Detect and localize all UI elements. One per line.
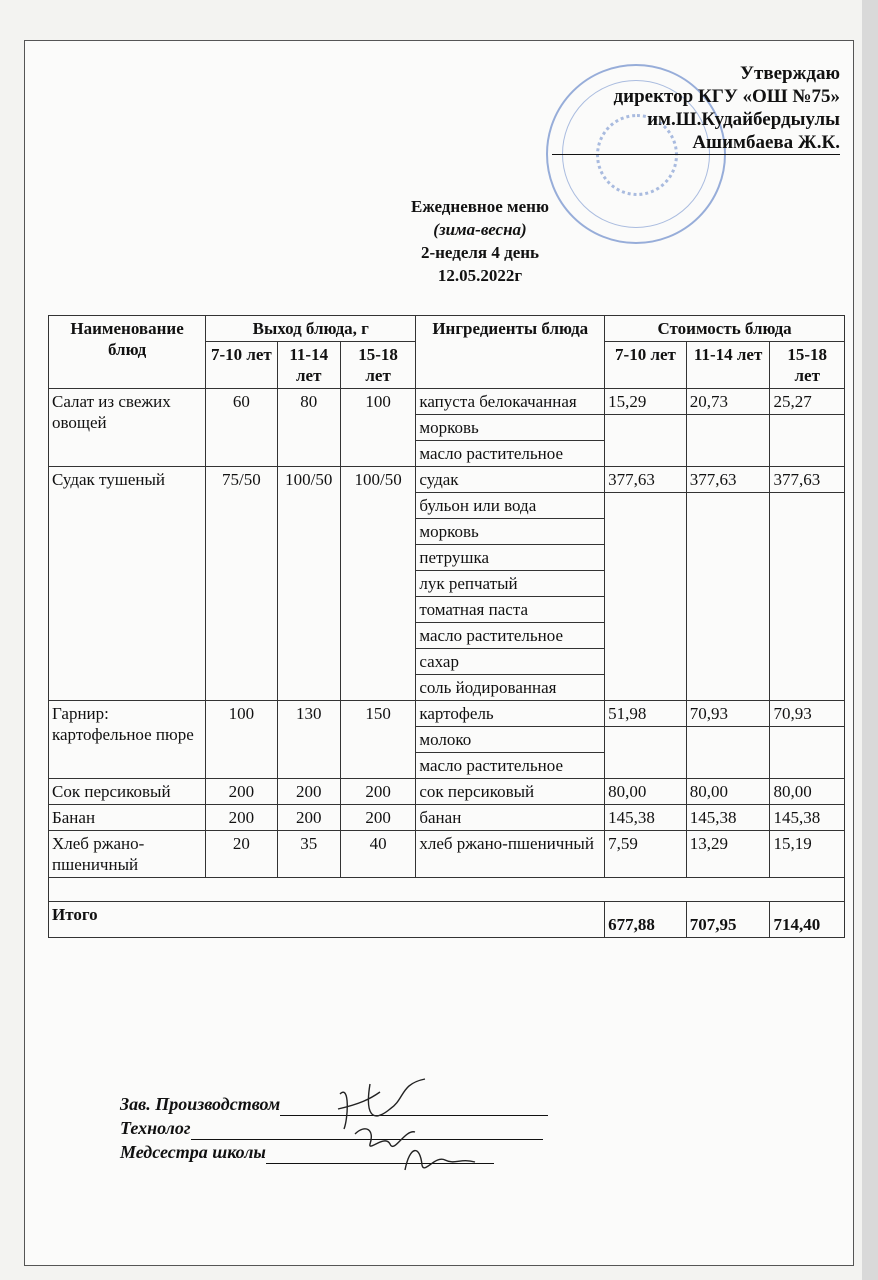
cost-blank-cell [605,493,687,701]
dish-name: Хлеб ржано-пшеничный [49,831,206,878]
cost-cell: 377,63 [686,467,770,493]
dish-name: Гарнир: картофельное пюре [49,701,206,779]
ingredient-cell: масло растительное [416,753,605,779]
total-cell: 707,95 [686,902,770,938]
production-head-label: Зав. Производством [120,1094,281,1114]
total-cell: 714,40 [770,902,845,938]
table-header-row [49,316,845,342]
yield-cell: 200 [340,805,416,831]
cost-cell: 377,63 [605,467,687,493]
ingredient-cell: судак [416,467,605,493]
ingredient-cell: масло растительное [416,623,605,649]
cost-cell: 70,93 [686,701,770,727]
ingredient-cell: томатная паста [416,597,605,623]
cost-blank-cell [770,727,845,779]
ingredient-cell: соль йодированная [416,675,605,701]
yield-cell: 35 [277,831,340,878]
yield-cell: 100 [340,389,416,467]
yield-cell: 150 [340,701,416,779]
nurse-label: Медсестра школы [120,1142,266,1162]
menu-title-block [280,195,680,287]
yield-cell: 100 [206,701,277,779]
header-yield-age-2: 11-14 лет [277,342,340,389]
yield-cell: 200 [277,779,340,805]
header-cost: Стоимость блюда [605,316,845,342]
yield-cell: 80 [277,389,340,467]
cost-cell: 15,19 [770,831,845,878]
table-row [49,467,845,493]
cost-cell: 377,63 [770,467,845,493]
week-day-label: 2-неделя 4 день [420,243,540,262]
ingredient-cell: сахар [416,649,605,675]
ingredient-cell: петрушка [416,545,605,571]
cost-cell: 80,00 [605,779,687,805]
ingredient-cell: морковь [416,519,605,545]
cost-blank-cell [605,415,687,467]
dish-name: Банан [49,805,206,831]
yield-cell: 100/50 [277,467,340,701]
approval-line-3: им.Ш.Кудайбердыулы [647,109,840,130]
cost-cell: 145,38 [605,805,687,831]
table-row [49,805,845,831]
ingredient-cell: сок персиковый [416,779,605,805]
ingredient-cell: хлеб ржано-пшеничный [416,831,605,878]
table-row [49,779,845,805]
cost-cell: 25,27 [770,389,845,415]
total-label: Итого [49,902,605,938]
dish-name: Салат из свежих овощей [49,389,206,467]
total-cell: 677,88 [605,902,687,938]
header-yield-age-3: 15-18 лет [340,342,416,389]
season-label: (зима-весна) [433,220,527,239]
ingredient-cell: лук репчатый [416,571,605,597]
yield-cell: 130 [277,701,340,779]
ingredient-cell: картофель [416,701,605,727]
cost-cell: 13,29 [686,831,770,878]
header-ingredients: Ингредиенты блюда [416,316,605,389]
menu-date: 12.05.2022г [437,266,523,285]
cost-blank-cell [605,727,687,779]
ingredient-cell: банан [416,805,605,831]
yield-cell: 20 [206,831,277,878]
ingredient-cell: капуста белокачанная [416,389,605,415]
cost-cell: 80,00 [686,779,770,805]
ingredient-cell: бульон или вода [416,493,605,519]
header-cost-age-3: 15-18 лет [770,342,845,389]
table-row [49,701,845,727]
yield-cell: 100/50 [340,467,416,701]
cost-blank-cell [770,493,845,701]
cost-cell: 80,00 [770,779,845,805]
dish-name: Судак тушеный [49,467,206,701]
totals-row [49,902,845,938]
handwritten-signature [400,1140,480,1180]
yield-cell: 200 [340,779,416,805]
cost-cell: 7,59 [605,831,687,878]
cost-cell: 15,29 [605,389,687,415]
cost-blank-cell [686,493,770,701]
yield-cell: 200 [277,805,340,831]
cost-cell: 145,38 [770,805,845,831]
header-yield-age-1: 7-10 лет [206,342,277,389]
page-edge [862,0,878,1280]
yield-cell: 40 [340,831,416,878]
header-yield: Выход блюда, г [206,316,416,342]
header-dish-name: Наименование блюд [49,316,206,389]
cost-cell: 145,38 [686,805,770,831]
approval-line-2: директор КГУ «ОШ №75» [613,86,840,107]
table-row [49,878,845,902]
technologist-label: Технолог [120,1118,191,1138]
spacer-cell [49,878,845,902]
ingredient-cell: морковь [416,415,605,441]
header-cost-age-1: 7-10 лет [605,342,687,389]
cost-cell: 20,73 [686,389,770,415]
menu-table [48,315,845,938]
dish-name: Сок персиковый [49,779,206,805]
cost-cell: 70,93 [770,701,845,727]
table-row [49,831,845,878]
header-cost-age-2: 11-14 лет [686,342,770,389]
approval-block [552,62,840,155]
yield-cell: 60 [206,389,277,467]
yield-cell: 75/50 [206,467,277,701]
approval-line-1: Утверждаю [740,63,840,84]
page-title: Ежедневное меню [411,197,549,216]
cost-blank-cell [770,415,845,467]
cost-blank-cell [686,727,770,779]
yield-cell: 200 [206,805,277,831]
cost-blank-cell [686,415,770,467]
table-row [49,389,845,415]
approval-line-4: Ашимбаева Ж.К. [552,131,840,155]
ingredient-cell: молоко [416,727,605,753]
yield-cell: 200 [206,779,277,805]
ingredient-cell: масло растительное [416,441,605,467]
cost-cell: 51,98 [605,701,687,727]
